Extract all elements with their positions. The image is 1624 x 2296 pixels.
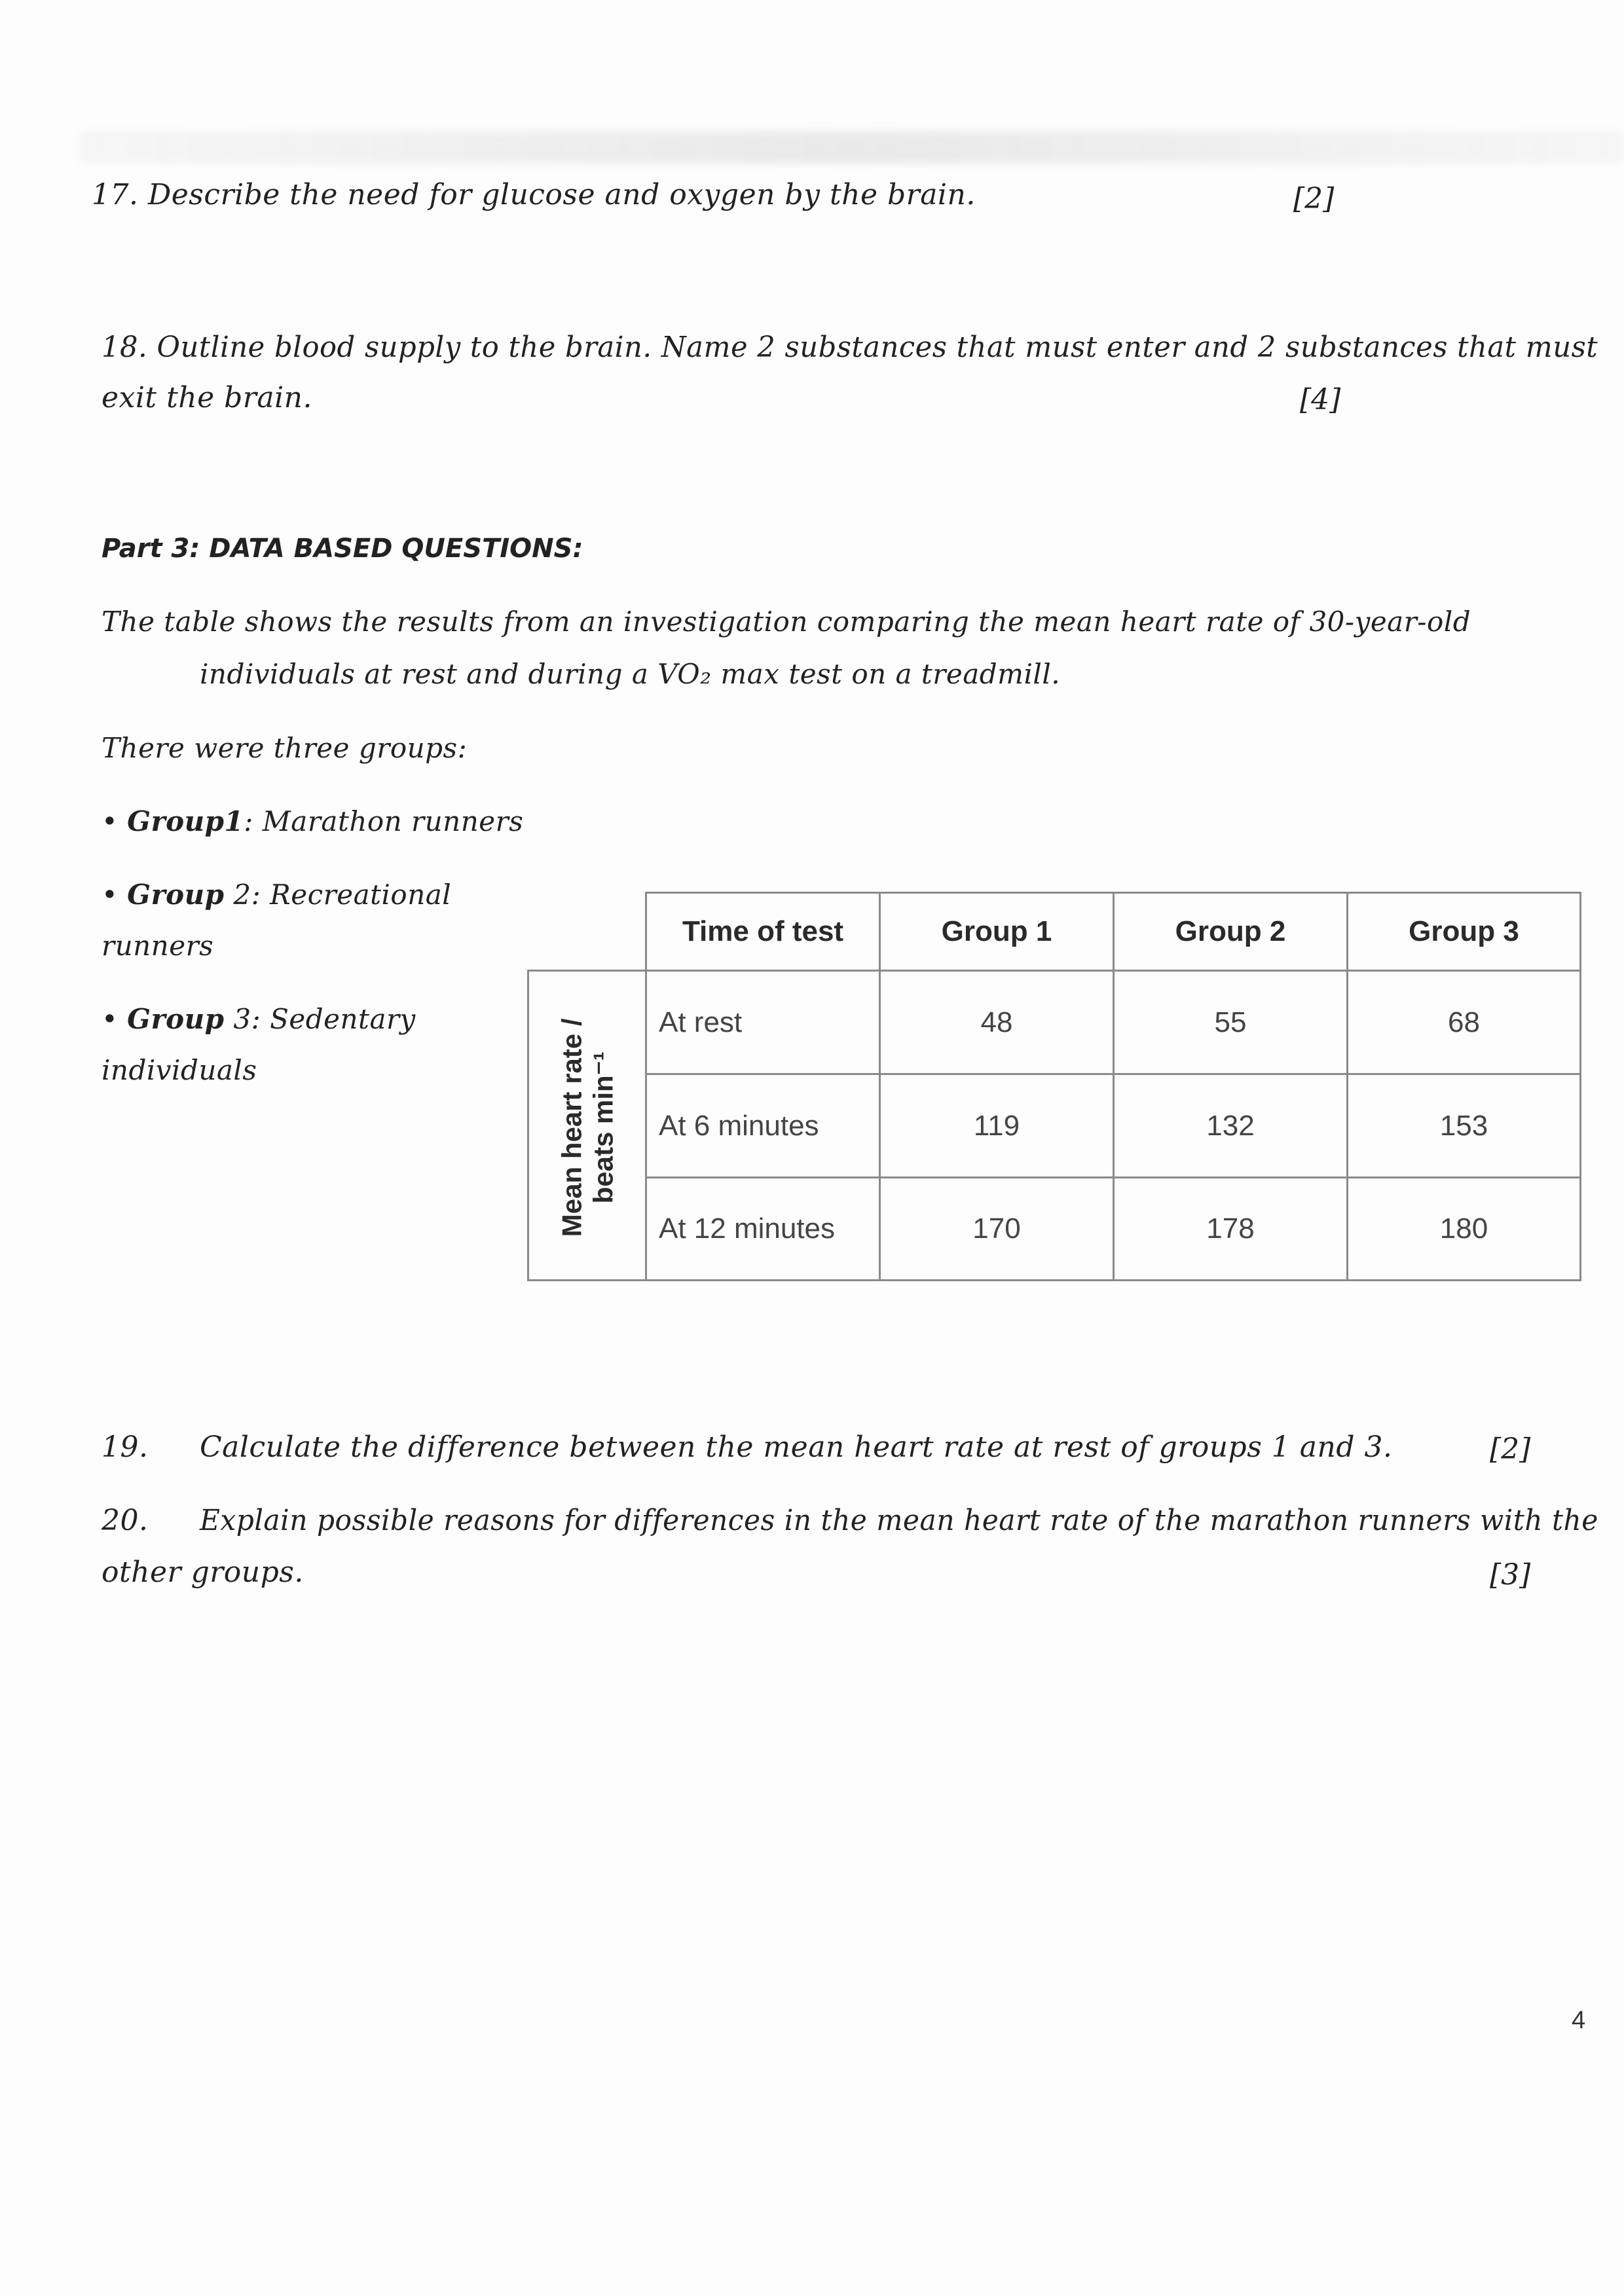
table-cell: 180: [1346, 1176, 1581, 1281]
question-18-marks: [4]: [1300, 383, 1341, 416]
intro-line1: The table shows the results from an investigation comparing the mean heart rate of 30-year-old: [101, 606, 1471, 638]
scan-artifact: [79, 131, 1624, 164]
table-row-label-12min: At 12 minutes: [645, 1176, 881, 1281]
table-cell: 48: [879, 970, 1115, 1075]
table-cell: 153: [1346, 1073, 1581, 1178]
group-2-label: Group: [127, 879, 225, 911]
group-2-desc: : Recreational: [251, 879, 452, 911]
group-3-label: Group: [127, 1003, 225, 1035]
group-3-num: 3: [224, 1003, 251, 1035]
bullet: •: [101, 879, 119, 911]
group-1-label: Group1: [127, 805, 244, 837]
y-axis-label-cell: [527, 970, 647, 1281]
bullet: •: [101, 805, 119, 837]
question-18-line1: 18. Outline blood supply to the brain. Name 2 substances that must enter and 2 substances that must: [101, 331, 1598, 364]
y-axis-label-line1: Mean heart rate /: [556, 1018, 587, 1237]
question-20-number: 20.: [101, 1504, 149, 1537]
table-cell: 178: [1113, 1176, 1348, 1281]
group-3-item: [101, 1003, 416, 1035]
table-header-time: Time of test: [645, 892, 881, 972]
part3-heading: Part 3: DATA BASED QUESTIONS:: [101, 534, 583, 564]
groups-intro: There were three groups:: [101, 732, 468, 764]
table-header-group3: Group 3: [1346, 892, 1581, 972]
page-number: 4: [1572, 2007, 1586, 2034]
table-cell: 68: [1346, 970, 1581, 1075]
table-cell: 55: [1113, 970, 1348, 1075]
question-18-line2: exit the brain.: [101, 381, 312, 414]
group-1-desc: : Marathon runners: [244, 805, 524, 837]
table-row-label-rest: At rest: [645, 970, 881, 1075]
y-axis-label: [557, 974, 620, 1281]
y-axis-label-line2: beats min⁻¹: [588, 1051, 619, 1204]
question-20-line1: Explain possible reasons for differences in the mean heart rate of the marathon runners with the: [200, 1504, 1598, 1537]
question-20-line2: other groups.: [101, 1556, 304, 1589]
table-header-group1: Group 1: [879, 892, 1115, 972]
question-17-text: 17. Describe the need for glucose and oxygen by the brain.: [92, 178, 976, 211]
question-19-text: Calculate the difference between the mean heart rate at rest of groups 1 and 3.: [200, 1430, 1393, 1464]
question-20-marks: [3]: [1490, 1558, 1531, 1592]
group-2-item: [101, 879, 451, 911]
table-row-label-6min: At 6 minutes: [645, 1073, 881, 1178]
group-1-item: [101, 805, 523, 837]
bullet: •: [101, 1003, 119, 1035]
group-2-desc-line2: runners: [101, 930, 214, 962]
table-cell: 170: [879, 1176, 1115, 1281]
group-3-desc: : Sedentary: [251, 1003, 416, 1035]
question-19-marks: [2]: [1490, 1432, 1531, 1466]
table-cell: 132: [1113, 1073, 1348, 1178]
question-19-number: 19.: [101, 1430, 149, 1464]
group-2-num: 2: [224, 879, 251, 911]
question-17-marks: [2]: [1293, 182, 1335, 215]
group-3-desc-line2: individuals: [101, 1054, 257, 1086]
heart-rate-table: [527, 892, 1581, 1281]
table-cell: 119: [879, 1073, 1115, 1178]
intro-line2: individuals at rest and during a VO₂ max test on a treadmill.: [200, 658, 1061, 690]
table-header-group2: Group 2: [1113, 892, 1348, 972]
